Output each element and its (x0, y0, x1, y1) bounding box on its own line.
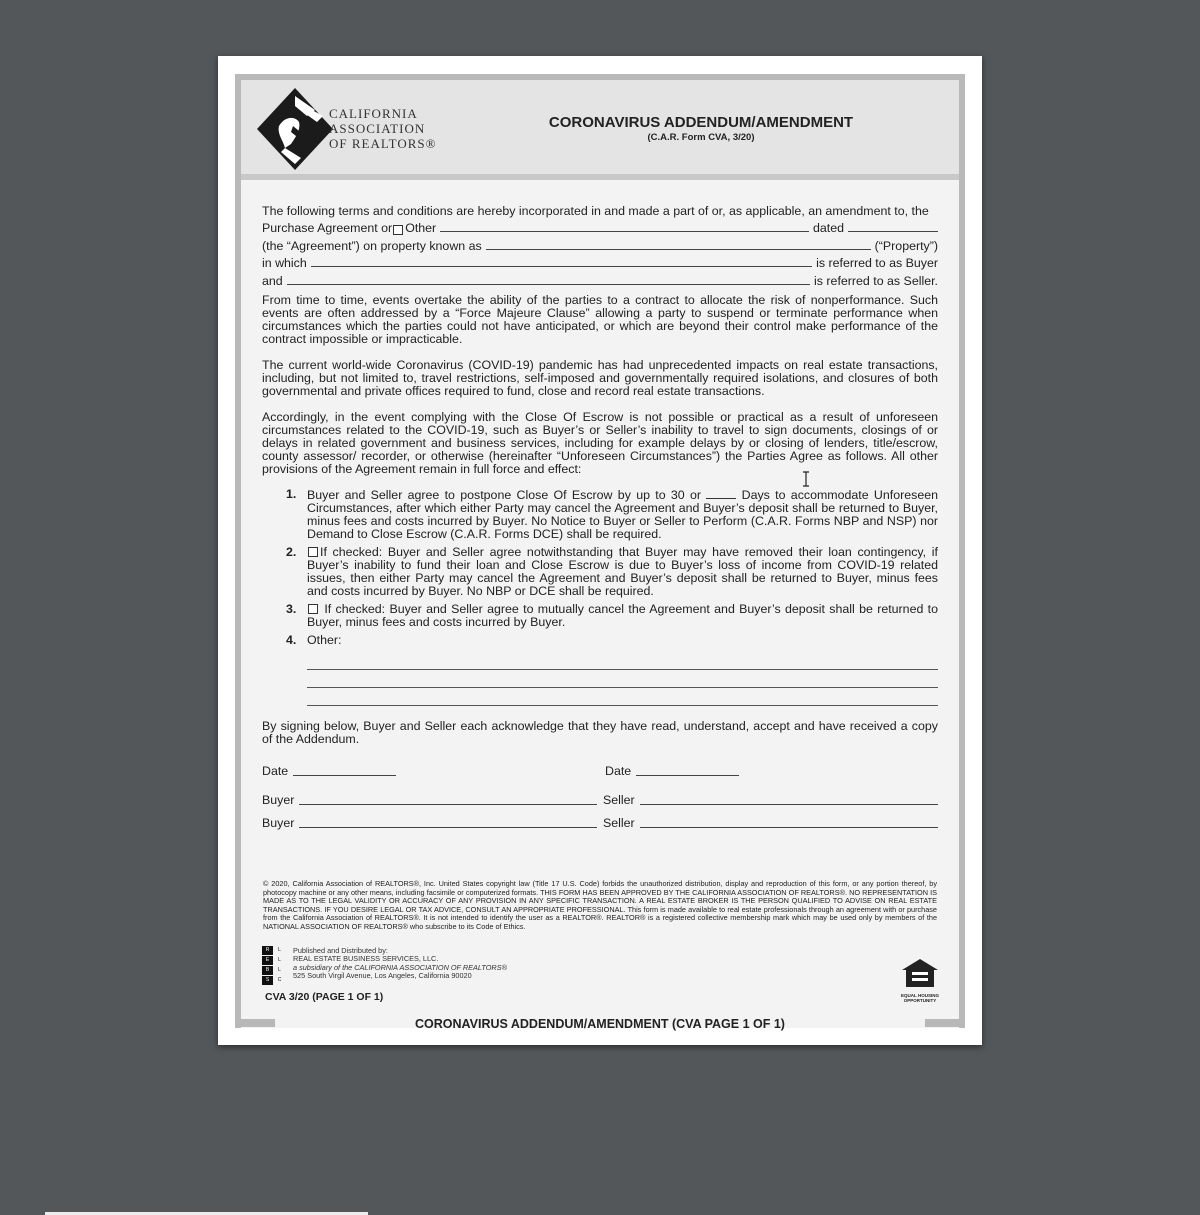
list-item (262, 488, 938, 541)
publisher-line: REAL ESTATE BUSINESS SERVICES, LLC. (293, 954, 439, 964)
list-item (262, 634, 938, 647)
rebs-letter: L (278, 967, 281, 973)
loan-contingency-checkbox[interactable] (308, 547, 318, 557)
intro-text: Other (405, 221, 437, 235)
intro-text: and (262, 273, 283, 288)
item-text: Days to accommodate Unforeseen Circumstances, after which either Party may cancel the Agreement and Buyer’s deposit shall be returned to Buyer, minus fees and costs incurred by Buyer. No Notice to Buyer or Seller to Perform (C.A.R. Forms NBP and NSP) nor Demand to Close Escrow (C.A.R. Forms DCE) shall be required. (307, 487, 938, 541)
intro-text: The following terms and conditions are hereby incorporated in and made a part of or, as applicable, an amendment to, the (262, 203, 929, 218)
rebs-letter: E (262, 956, 273, 965)
list-item (262, 603, 938, 629)
signature-row-1 (262, 782, 938, 811)
eho-line: OPPORTUNITY (903, 998, 937, 1003)
intro-line-1 (262, 200, 938, 218)
item-text: If checked: Buyer and Seller agree notwithstanding that Buyer may have removed their loan contingency, if Buyer’s inability to fund their loan and Close Escrow is due to Buyer’s loss of income from COVID-19 related issues, then either Party may cancel the Agreement and Buyer’s deposit shall be returned to Buyer, minus fees and costs incurred by Buyer. No NBP or DCE shall be required. (307, 544, 938, 598)
mutual-cancel-checkbox[interactable] (308, 604, 318, 614)
rebs-letter: S (262, 976, 273, 985)
equal-housing-icon (900, 958, 940, 988)
property-field[interactable] (486, 248, 871, 250)
seller-date (605, 765, 739, 778)
dated-field[interactable] (848, 230, 938, 232)
intro-line-3 (262, 235, 938, 253)
buyer-name-field[interactable] (311, 265, 812, 267)
buyer-signature-2 (262, 817, 597, 830)
buyer-label: Buyer (262, 815, 295, 830)
car-logo-icon (255, 86, 335, 172)
rebs-letter: L (278, 947, 281, 953)
rebs-letter: B (262, 966, 273, 975)
paragraph-covid-impacts: The current world-wide Coronavirus (COVID-19) pandemic has had unprecedented impacts on real estate transactions, including, but not limited to, travel restrictions, self-imposed and governmentally required isolations, and closures of both governmental and private offices required to fund, close and record real estate transactions. (262, 357, 938, 398)
form-id: CVA 3/20 (PAGE 1 OF 1) (265, 991, 384, 1003)
rebs-logo (262, 946, 286, 986)
acknowledgement: By signing below, Buyer and Seller each acknowledge that they have read, understand, accept and have received a copy of the Addendum. (262, 718, 938, 746)
seller-signature-2 (603, 817, 938, 830)
other-checkbox[interactable] (393, 225, 403, 235)
buyer-date-field[interactable] (293, 774, 396, 776)
seller-name-field[interactable] (287, 283, 810, 285)
footer-title: CORONAVIRUS ADDENDUM/AMENDMENT (CVA PAGE 1 OF 1) (415, 1017, 785, 1031)
buyer-signature-field-2[interactable] (299, 826, 597, 828)
list-item (262, 546, 938, 598)
intro-text: Purchase Agreement or (262, 221, 393, 235)
item-text: Buyer and Seller agree to postpone Close Of Escrow by up to 30 or (307, 487, 702, 502)
other-line-2[interactable] (307, 670, 938, 688)
publisher-line: Published and Distributed by: (293, 946, 388, 955)
copyright-notice: © 2020, California Association of REALTORS®, Inc. United States copyright law (Title 17 U.S. Code) forbids the unauthorized distribution, display and reproduction of this form, or any portion thereof, by photocopy machine or any other means, including facsimile or computerized formats. THIS FORM HAS BEEN APPROVED BY THE CALIFORNIA ASSOCIATION OF REALTORS®. NO REPRESENTATION IS MADE AS TO THE LEGAL VALIDITY OR ACCURACY OF ANY PROVISION IN ANY SPECIFIC TRANSACTION. A REAL ESTATE BROKER IS THE PERSON QUALIFIED TO ADVISE ON REAL ESTATE TRANSACTIONS. IF YOU DESIRE LEGAL OR TAX ADVICE, CONSULT AN APPROPRIATE PROFESSIONAL. This form is made available to real estate professionals through an agreement with or purchase from the California Association of REALTORS®. It is not intended to identify the user as a REALTOR®. REALTOR® is a registered collective membership mark which may be used only by members of the NATIONAL ASSOCIATION OF REALTORS® who subscribe to its Code of Ethics. (263, 879, 937, 931)
logo-wordmark (329, 106, 437, 151)
days-field[interactable] (706, 488, 736, 499)
buyer-signature-1 (262, 794, 597, 807)
other-line-3[interactable] (307, 688, 938, 706)
item-text: Other: (307, 632, 342, 647)
date-label: Date (262, 763, 289, 778)
date-row (262, 756, 938, 782)
seller-signature-field-1[interactable] (640, 803, 938, 805)
other-field[interactable] (440, 230, 809, 232)
intro-line-4 (262, 253, 938, 271)
item-number: 3. (286, 601, 297, 616)
seller-signature-field-2[interactable] (640, 826, 938, 828)
form-subtitle: (C.A.R. Form CVA, 3/20) (647, 132, 755, 143)
intro-line-2 (262, 218, 938, 236)
rebs-letter: R (262, 946, 273, 955)
seller-signature-1 (603, 794, 938, 807)
publisher-line: a subsidiary of the CALIFORNIA ASSOCIATION OF REALTORS® (293, 962, 507, 972)
form-header (241, 80, 959, 180)
publisher-info (293, 947, 507, 980)
buyer-date (262, 765, 396, 778)
document-page (218, 56, 982, 1045)
intro-text: is referred to as Seller. (814, 273, 938, 288)
item-number: 2. (286, 544, 297, 559)
paragraph-accordingly: Accordingly, in the event complying with the Close Of Escrow is not possible or practical as a result of unforeseen circumstances related to the COVID-19, such as Buyer’s or Seller’s inability to travel to sign documents, closings of or delays in related government and business services, including for example delays by or closing of lenders, title/escrow, county assessor/ recorder, or otherwise (hereinafter “Unforeseen Circumstances”) the Parties Agree as follows. All other provisions of the Agreement remain in full force and effect: (262, 409, 938, 476)
seller-date-field[interactable] (636, 774, 739, 776)
form-frame (235, 74, 965, 1028)
intro-text: (the “Agreement”) on property known as (262, 238, 482, 253)
item-text: If checked: Buyer and Seller agree to mutually cancel the Agreement and Buyer’s deposit shall be returned to Buyer, minus fees and costs incurred by Buyer. (307, 601, 938, 629)
eho-line: EQUAL HOUSING (901, 993, 939, 998)
buyer-label: Buyer (262, 792, 295, 807)
rebs-letter: L (278, 957, 281, 963)
form-title: CORONAVIRUS ADDENDUM/AMENDMENT (548, 114, 854, 131)
item-number: 4. (286, 632, 297, 647)
rebs-letter: C (277, 977, 282, 983)
intro-text: is referred to as Buyer (816, 256, 938, 270)
intro-text: dated (812, 221, 844, 235)
paragraph-force-majeure: From time to time, events overtake the ability of the parties to a contract to allocate the risk of nonperformance. Such events are often addressed by a “Force Majeure Clause” allowing a party to suspend or terminate performance when circumstances which the parties could not have anticipated, or which are beyond their control make performance of the contract impossible or impracticable. (262, 292, 938, 346)
date-label: Date (605, 763, 632, 778)
other-line-1[interactable] (307, 652, 938, 670)
form-body (262, 200, 938, 834)
text-cursor-icon (801, 471, 811, 487)
logo-line: ASSOCIATION (329, 121, 426, 136)
signature-row-2 (262, 811, 938, 834)
equal-housing-logo (897, 958, 943, 1003)
terms-list (262, 488, 938, 706)
seller-label: Seller (603, 792, 635, 807)
buyer-signature-field-1[interactable] (299, 803, 597, 805)
seller-label: Seller (603, 815, 635, 830)
publisher-line: 525 South Virgil Avenue, Los Angeles, California 90020 (293, 970, 472, 980)
intro-text: in which (262, 256, 307, 270)
logo-line: CALIFORNIA (329, 106, 418, 121)
intro-line-5 (262, 270, 938, 288)
item-number: 1. (286, 486, 297, 501)
intro-text: (“Property”) (874, 238, 938, 253)
logo-line: OF REALTORS® (329, 136, 437, 151)
